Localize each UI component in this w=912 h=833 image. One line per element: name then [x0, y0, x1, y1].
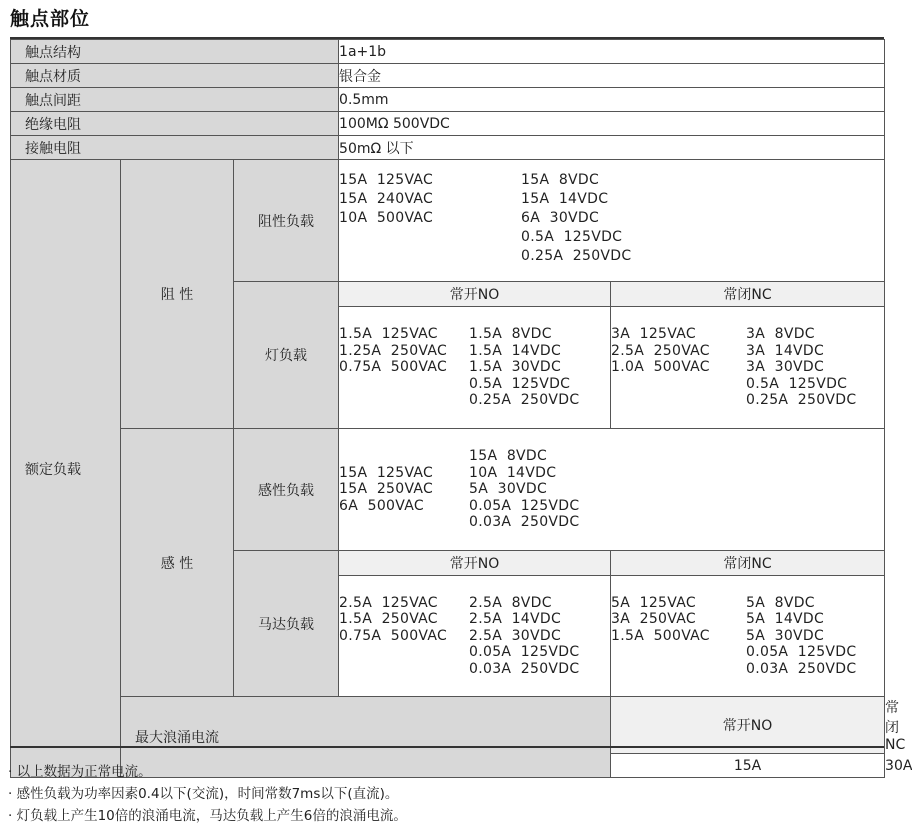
rating-line: 2.5A 8VDC [469, 594, 552, 611]
rating-line: 0.05A 125VDC [746, 644, 857, 661]
rating-line: 1.5A 250VAC [339, 611, 438, 628]
rating-line: 15A 8VDC [521, 172, 600, 188]
surge-no-value: 15A [611, 754, 885, 778]
surge-label: 最大浪涌电流 [121, 697, 611, 778]
rating-line: 2.5A 250VAC [611, 342, 710, 359]
contact-spec-table [10, 39, 912, 778]
rating-line: 1.0A 500VAC [611, 359, 710, 376]
rating-line: 3A 14VDC [746, 342, 825, 359]
motor-no-header: 常开NO [339, 551, 611, 576]
lamp-no-values [339, 307, 611, 429]
motor-nc-dc-list [746, 595, 856, 678]
rating-line: 5A 30VDC [469, 481, 548, 498]
section-title: 触点部位 [10, 8, 91, 30]
inductive-group-label: 感 性 [121, 429, 234, 697]
rating-line: 15A 125VAC [339, 172, 434, 188]
footnote-1: · 以上数据为正常电流。 [8, 764, 152, 780]
row-contact-structure [11, 40, 885, 64]
contact-resistance-label: 接触电阻 [11, 136, 339, 160]
row-surge-headers: 最大浪涌电流 常开NO 常闭NC [11, 697, 885, 754]
rating-line: 3A 30VDC [746, 359, 825, 376]
contact-resistance-value: 50mΩ 以下 [339, 136, 885, 160]
rating-line: 5A 30VDC [746, 627, 825, 644]
row-contact-material [11, 64, 885, 88]
footnote-3: · 灯负载上产生10倍的浪涌电流，马达负载上产生6倍的浪涌电流。 [8, 808, 407, 824]
rating-line: 0.25A 250VDC [521, 248, 632, 264]
rating-line: 0.5A 125VDC [746, 375, 848, 392]
contact-material-value: 银合金 [339, 64, 885, 88]
rating-line: 1.5A 8VDC [469, 326, 552, 343]
motor-no-ac-list [339, 595, 469, 678]
rating-line: 2.5A 30VDC [469, 627, 562, 644]
motor-no-dc-list [469, 595, 579, 678]
rating-line: 0.05A 125VDC [469, 497, 580, 514]
rating-line: 15A 240VAC [339, 191, 434, 207]
rating-line: 0.03A 250VDC [746, 660, 857, 677]
row-resistive-load [11, 160, 885, 282]
rating-line: 0.5A 125VDC [521, 229, 623, 245]
row-insulation-resistance [11, 112, 885, 136]
rating-line: 0.5A 125VDC [469, 375, 571, 392]
motor-no-values [339, 576, 611, 697]
rating-line: 6A 30VDC [521, 210, 600, 226]
row-contact-gap [11, 88, 885, 112]
lamp-nc-ac-list [611, 326, 746, 409]
rating-line: 15A 125VAC [339, 464, 434, 481]
lamp-no-header: 常开NO [339, 282, 611, 307]
contact-material-label: 触点材质 [11, 64, 339, 88]
footnotes [8, 761, 407, 827]
motor-nc-values [611, 576, 885, 697]
rating-line: 0.75A 500VAC [339, 627, 448, 644]
rating-line: 15A 14VDC [521, 191, 609, 207]
rating-line: 0.03A 250VDC [469, 660, 580, 677]
rating-line: 2.5A 14VDC [469, 611, 562, 628]
rating-line: 1.5A 14VDC [469, 342, 562, 359]
resistive-load-label: 阻性负载 [234, 160, 339, 282]
contact-gap-value: 0.5mm [339, 88, 885, 112]
rating-line: 5A 14VDC [746, 611, 825, 628]
rating-line: 15A 8VDC [469, 448, 548, 465]
rating-line: 0.25A 250VDC [469, 392, 580, 409]
rating-line: 5A 8VDC [746, 594, 815, 611]
lamp-nc-values [611, 307, 885, 429]
bottom-rule [10, 746, 884, 748]
lamp-nc-dc-list [746, 326, 856, 409]
rating-line: 10A 14VDC [469, 464, 557, 481]
insulation-resistance-label: 绝缘电阻 [11, 112, 339, 136]
inductive-load-values [339, 429, 885, 551]
contact-structure-value: 1a+1b [339, 40, 885, 64]
row-contact-resistance [11, 136, 885, 160]
resistive-dc-list [521, 171, 631, 266]
resistive-ac-list [339, 171, 521, 266]
surge-no-header: 常开NO [611, 697, 885, 754]
rating-line: 1.5A 500VAC [611, 627, 710, 644]
motor-nc-ac-list [611, 595, 746, 678]
inductive-dc-list [469, 448, 579, 531]
lamp-load-label: 灯负载 [234, 282, 339, 429]
insulation-resistance-value: 100MΩ 500VDC [339, 112, 885, 136]
contact-structure-label: 触点结构 [11, 40, 339, 64]
motor-load-label: 马达负载 [234, 551, 339, 697]
contact-gap-label: 触点间距 [11, 88, 339, 112]
inductive-ac-list [339, 465, 469, 515]
rating-line: 1.5A 30VDC [469, 359, 562, 376]
rating-line: 1.5A 125VAC [339, 326, 438, 343]
resistive-load-values [339, 160, 885, 282]
rating-line: 0.05A 125VDC [469, 644, 580, 661]
motor-nc-header: 常闭NC [611, 551, 885, 576]
rating-line: 5A 125VAC [611, 594, 696, 611]
rating-line: 10A 500VAC [339, 210, 434, 226]
rating-line: 1.25A 250VAC [339, 342, 448, 359]
rating-line: 0.03A 250VDC [469, 514, 580, 531]
rating-line: 6A 500VAC [339, 497, 424, 514]
rating-line: 0.25A 250VDC [746, 392, 857, 409]
lamp-no-dc-list [469, 326, 579, 409]
rating-line: 15A 250VAC [339, 481, 434, 498]
rating-line: 0.75A 500VAC [339, 359, 448, 376]
row-surge-values: 15A 30A [11, 754, 885, 778]
rating-line: 3A 125VAC [611, 326, 696, 343]
footnote-2: · 感性负载为功率因素0.4以下(交流)，时间常数7ms以下(直流)。 [8, 786, 399, 802]
inductive-load-label: 感性负载 [234, 429, 339, 551]
lamp-nc-header: 常闭NC [611, 282, 885, 307]
row-inductive-load [11, 429, 885, 551]
rating-line: 3A 250VAC [611, 611, 696, 628]
rating-line: 3A 8VDC [746, 326, 815, 343]
rated-load-label: 额定负载 [11, 160, 121, 778]
resistive-group-label: 阻 性 [121, 160, 234, 429]
rating-line: 2.5A 125VAC [339, 594, 438, 611]
lamp-no-ac-list [339, 326, 469, 409]
